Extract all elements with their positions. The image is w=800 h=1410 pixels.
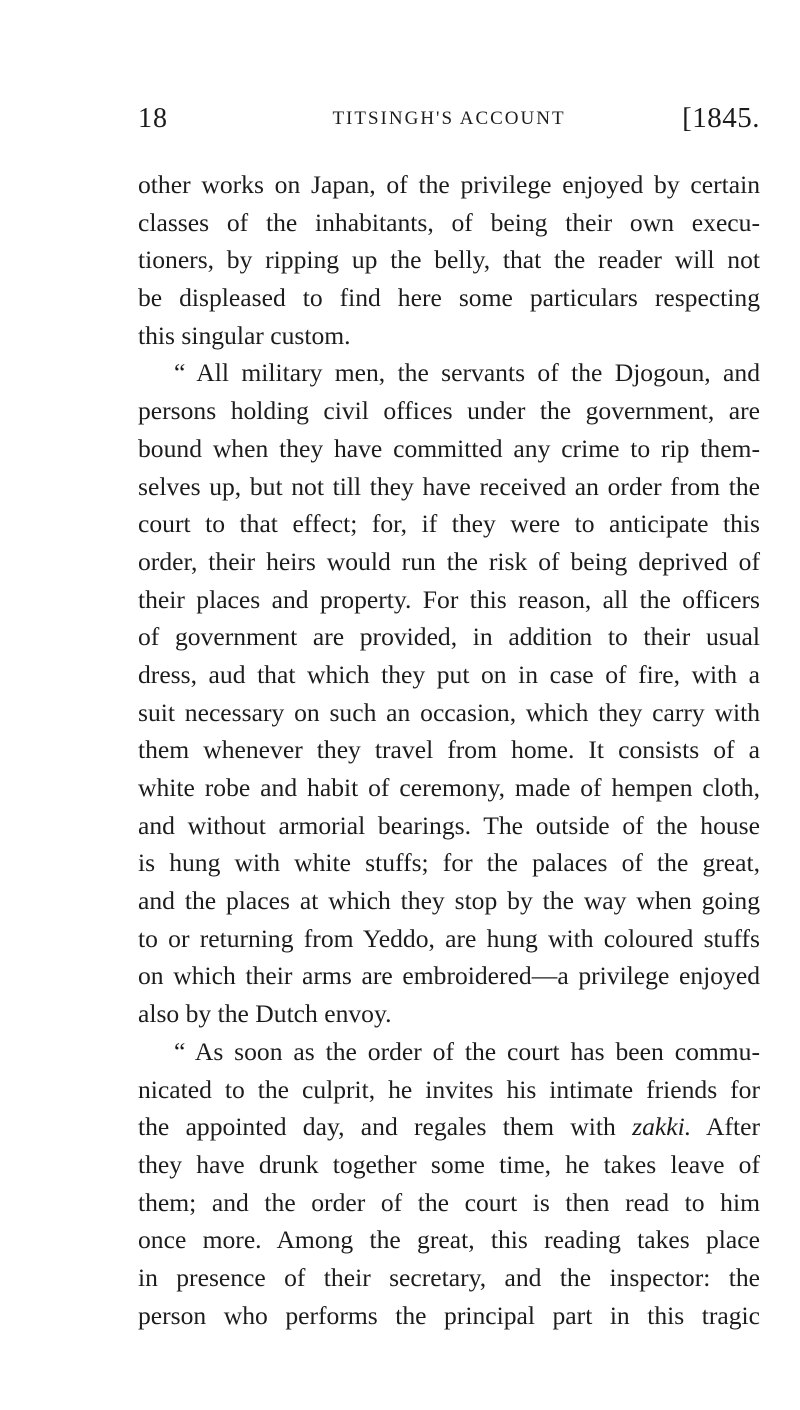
text-line: them; and the order of the court is then read to him [138, 1187, 760, 1217]
header-year: [1845. [682, 102, 760, 134]
text-line: in presence of their secretary, and the inspector: the [138, 1262, 760, 1292]
text-line-with-italic [138, 1108, 760, 1146]
text-segment: the appointed day, and regales them with [138, 1112, 616, 1142]
text-line: suit necessary on such an occasion, which they carry with [138, 697, 760, 727]
running-title: TITSINGH'S ACCOUNT [332, 108, 566, 129]
text-line: persons holding civil offices under the government, are [138, 396, 760, 426]
text-line: tioners, by ripping up the belly, that the reader will not [138, 245, 760, 275]
text-line: classes of the inhabitants, of being their own execu- [138, 207, 760, 237]
body-text [138, 166, 760, 1334]
text-line: white robe and habit of ceremony, made of hempen cloth, [138, 773, 760, 802]
text-line: selves up, but not till they have received an order from the [138, 471, 760, 501]
text-line: person who performs the principal part in this tragic [138, 1300, 760, 1330]
text-line: of government are provided, in addition to their usual [138, 622, 760, 652]
text-line: nicated to the culprit, he invites his intimate friends for [138, 1074, 760, 1104]
text-line: other works on Japan, of the privilege enjoyed by certain [138, 170, 760, 199]
text-line: also by the Dutch envoy. [138, 999, 392, 1029]
text-line: be displeased to find here some particulars respecting [138, 283, 760, 313]
text-line: court to that effect; for, if they were to anticipate this [138, 509, 760, 539]
text-line: them whenever they travel from home. It consists of a [138, 735, 760, 765]
text-line: bound when they have committed any crime to rip them- [138, 433, 760, 463]
text-line: and the places at which they stop by the way when going [138, 886, 760, 916]
text-line: order, their heirs would run the risk of being deprived of [138, 546, 760, 576]
text-segment: After [706, 1112, 760, 1142]
running-header [138, 103, 760, 143]
text-line: on which their arms are embroidered—a privilege enjoyed [138, 961, 760, 991]
page-number: 18 [138, 103, 168, 134]
text-line: this singular custom. [138, 320, 351, 350]
text-line: they have drunk together some time, he takes leave of [138, 1149, 760, 1179]
text-line: and without armorial bearings. The outside of the house [138, 810, 760, 840]
italic-word: zakki. [632, 1112, 692, 1142]
text-line: is hung with white stuffs; for the palaces of the great, [138, 848, 760, 878]
text-line: “ All military men, the servants of the Djogoun, and [174, 358, 760, 388]
text-line: once more. Among the great, this reading takes place [138, 1225, 760, 1255]
text-line: to or returning from Yeddo, are hung with coloured stuffs [138, 923, 760, 953]
text-line: dress, aud that which they put on in case of fire, with a [138, 659, 760, 689]
text-line: their places and property. For this reason, all the officers [138, 584, 760, 614]
text-line: “ As soon as the order of the court has been commu- [174, 1036, 760, 1066]
